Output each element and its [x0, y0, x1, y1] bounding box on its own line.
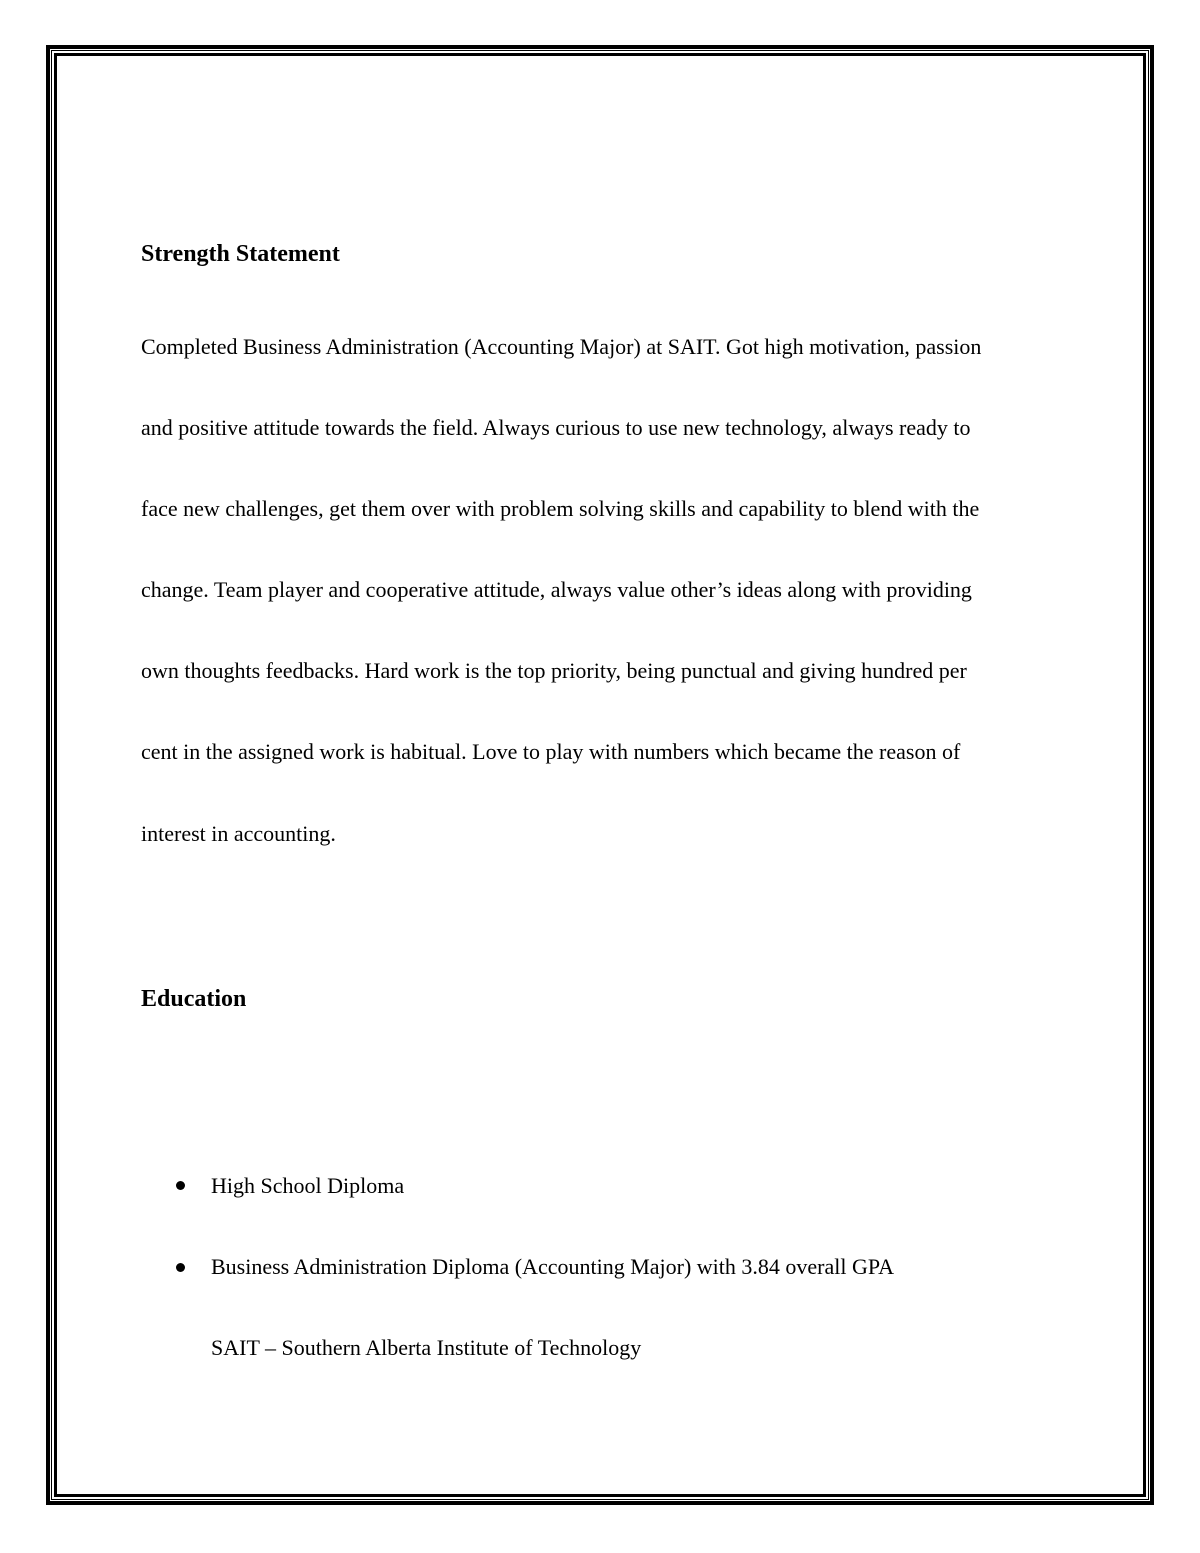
education-item-text: High School Diploma: [211, 1173, 405, 1198]
education-item-text: Business Administration Diploma (Accounting Major) with 3.84 overall GPA: [211, 1254, 894, 1279]
strength-line: Completed Business Administration (Accounting Major) at SAIT. Got high motivation, passion: [141, 334, 982, 359]
strength-line: interest in accounting.: [141, 821, 336, 846]
education-item-institution: SAIT – Southern Alberta Institute of Technology: [211, 1335, 642, 1360]
strength-line: face new challenges, get them over with problem solving skills and capability to blend with the: [141, 496, 980, 521]
strength-heading: Strength Statement: [141, 241, 340, 267]
strength-line: cent in the assigned work is habitual. Love to play with numbers which became the reason of: [141, 739, 961, 764]
strength-line: and positive attitude towards the field. Always curious to use new technology, always ready to: [141, 415, 971, 440]
strength-line: change. Team player and cooperative attitude, always value other’s ideas along with providing: [141, 577, 972, 602]
strength-line: own thoughts feedbacks. Hard work is the top priority, being punctual and giving hundred per: [141, 658, 967, 683]
page-border-inner: [54, 53, 1146, 1497]
bullet-icon: [176, 1181, 185, 1190]
bullet-icon: [176, 1263, 185, 1272]
education-heading: Education: [141, 986, 247, 1012]
